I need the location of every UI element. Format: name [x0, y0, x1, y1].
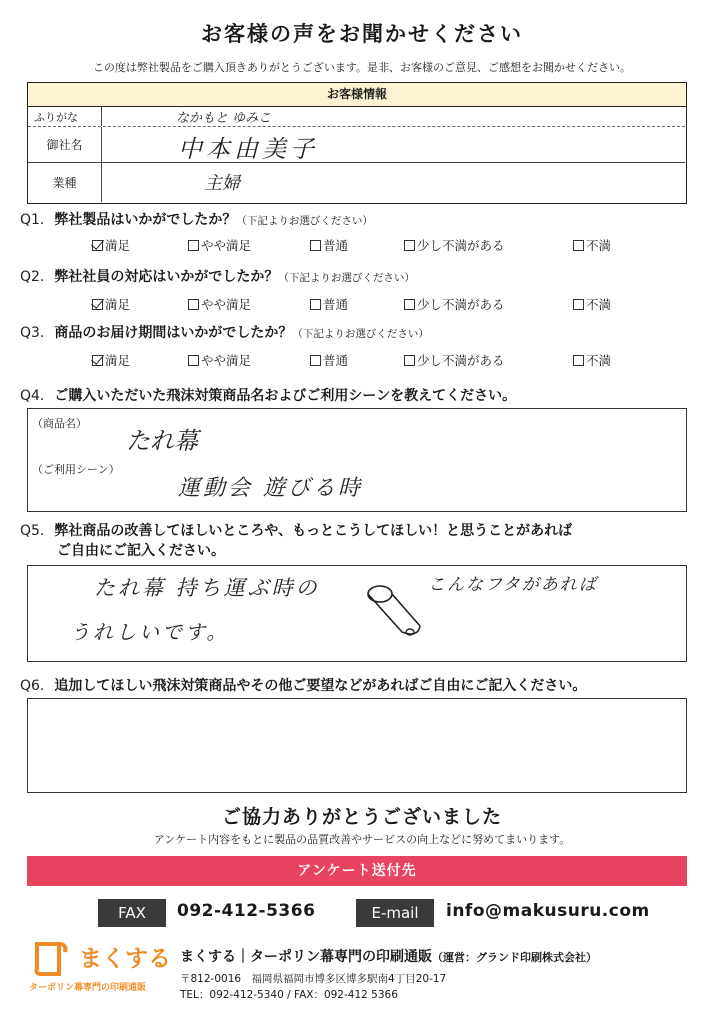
fax-number[interactable]: 092-412-5366	[177, 901, 316, 921]
rolled-cap-sketch-icon	[362, 580, 432, 644]
q2-options	[0, 295, 724, 313]
q2-number: Q2.	[20, 269, 45, 285]
q4-product-label: （商品名）	[32, 417, 87, 430]
company-value[interactable]: 中本由美子	[178, 135, 318, 163]
q6-number: Q6.	[20, 678, 45, 694]
q4-product-value: たれ幕	[126, 427, 198, 455]
logo-text: まくする	[79, 946, 171, 972]
option-label: 満足	[105, 297, 131, 312]
furigana-value[interactable]: なかもと ゆみこ	[176, 111, 272, 126]
option-label: 満足	[105, 353, 131, 368]
q3-option-somewhat-satisfied[interactable]	[188, 351, 251, 369]
option-label: 不満	[586, 238, 612, 253]
q2-note: （下記よりお選びください）	[278, 272, 415, 284]
q5-answer-line1: たれ幕 持ち運ぶ時の	[94, 576, 320, 600]
checkbox-icon	[573, 240, 584, 251]
company-name	[180, 946, 597, 966]
q3-note: （下記よりお選びください）	[292, 328, 429, 340]
industry-value[interactable]: 主婦	[204, 173, 240, 194]
email-address[interactable]: info@makusuru.com	[446, 901, 650, 921]
checkbox-icon	[404, 240, 415, 251]
checkbox-icon	[188, 299, 199, 310]
checkbox-icon	[404, 355, 415, 366]
email-tag: E-mail	[356, 899, 434, 927]
checkbox-icon	[310, 299, 321, 310]
q2-option-somewhat-satisfied[interactable]	[188, 295, 251, 313]
option-label: やや満足	[201, 238, 252, 253]
option-label: やや満足	[201, 297, 252, 312]
option-label: 不満	[586, 297, 612, 312]
page-title: お客様の声をお聞かせください	[201, 22, 523, 46]
q4-scene-value: 運動会 遊びる時	[178, 476, 363, 501]
option-label: 普通	[323, 297, 349, 312]
q6-text: 追加してほしい飛沫対策商品やその他ご要望などがあればご自由にご記入ください。	[54, 678, 587, 694]
q4-number: Q4.	[20, 388, 45, 404]
checkbox-icon	[404, 299, 415, 310]
q3-option-neutral[interactable]	[310, 351, 348, 369]
q2-option-somewhat-dissatisfied[interactable]	[404, 295, 505, 313]
company-name-line: まくする｜ターポリン幕専門の印刷通販	[180, 949, 432, 965]
fax-tag: FAX	[98, 899, 166, 927]
q5-answer-side: こんなフタがあれば	[428, 575, 598, 595]
q2-option-neutral[interactable]	[310, 295, 348, 313]
q3-option-somewhat-dissatisfied[interactable]	[404, 351, 505, 369]
company-row	[28, 127, 685, 163]
option-label: 少し不満がある	[417, 297, 505, 312]
q5-number: Q5.	[20, 523, 45, 539]
q1-option-somewhat-dissatisfied[interactable]	[404, 236, 505, 254]
company-logo	[27, 938, 175, 998]
option-label: やや満足	[201, 353, 252, 368]
q1-note: （下記よりお選びください）	[236, 215, 373, 227]
q1-number: Q1.	[20, 212, 45, 228]
q4-question	[20, 385, 516, 405]
q5-answer-box[interactable]	[27, 565, 687, 662]
send-to-banner: アンケート送付先	[27, 856, 687, 886]
checkbox-checked-icon	[92, 240, 103, 251]
checkbox-checked-icon	[92, 355, 103, 366]
q1-option-neutral[interactable]	[310, 236, 348, 254]
q2-option-dissatisfied[interactable]	[573, 295, 611, 313]
q3-number: Q3.	[20, 325, 45, 341]
q1-option-satisfied[interactable]	[92, 236, 130, 254]
q5-text-line1: 弊社商品の改善してほしいところや、もっとこうしてほしい！と思うことがあれば	[54, 523, 573, 539]
furigana-row	[28, 107, 685, 127]
q4-answer-box[interactable]	[27, 408, 687, 512]
q4-scene-label: （ご利用シーン）	[32, 463, 120, 476]
q2-question	[20, 266, 415, 286]
company-phone: TEL：092-412-5340 / FAX：092-412 5366	[180, 989, 398, 1001]
q1-text: 弊社製品はいかがでしたか？	[54, 212, 237, 228]
checkbox-icon	[573, 355, 584, 366]
customer-info-table	[27, 82, 687, 204]
customer-info-heading: お客様情報	[28, 83, 686, 107]
q1-options	[0, 236, 724, 254]
q6-question	[20, 675, 586, 695]
checkbox-icon	[310, 355, 321, 366]
checkbox-icon	[188, 355, 199, 366]
q4-text: ご購入いただいた飛沫対策商品名およびご利用シーンを教えてください。	[54, 388, 517, 404]
option-label: 満足	[105, 238, 131, 253]
option-label: 少し不満がある	[417, 353, 505, 368]
industry-label: 業種	[28, 163, 102, 202]
q3-options	[0, 351, 724, 369]
q3-option-dissatisfied[interactable]	[573, 351, 611, 369]
logo-subtext: ターポリン幕専門の印刷通販	[29, 983, 147, 993]
q1-option-dissatisfied[interactable]	[573, 236, 611, 254]
option-label: 不満	[586, 353, 612, 368]
option-label: 普通	[323, 353, 349, 368]
checkbox-checked-icon	[92, 299, 103, 310]
checkbox-icon	[310, 240, 321, 251]
option-label: 少し不満がある	[417, 238, 505, 253]
option-label: 普通	[323, 238, 349, 253]
q1-option-somewhat-satisfied[interactable]	[188, 236, 251, 254]
checkbox-icon	[573, 299, 584, 310]
q1-question	[20, 209, 373, 229]
q5-question	[20, 521, 572, 561]
thanks-title: ご協力ありがとうございました	[221, 806, 502, 828]
company-operator: （運営：グランド印刷株式会社）	[432, 951, 597, 964]
company-address: 〒812-0016 福岡県福岡市博多区博多駅南4丁目20-17	[180, 973, 447, 985]
furigana-label: ふりがな	[28, 107, 102, 126]
q2-option-satisfied[interactable]	[92, 295, 130, 313]
q3-question	[20, 322, 429, 342]
q5-answer-line2: うれしいです。	[70, 620, 230, 644]
checkbox-icon	[188, 240, 199, 251]
q5-text-line2: ご自由にご記入ください。	[57, 543, 225, 559]
q3-text: 商品のお届け期間はいかがでしたか？	[54, 325, 293, 341]
intro-text: この度は弊社製品をご購入頂きありがとうございます。是非、お客様のご意見、ご感想をお聞かせください。	[92, 61, 632, 74]
q6-answer-box[interactable]	[27, 698, 687, 793]
company-label: 御社名	[28, 127, 102, 162]
q3-option-satisfied[interactable]	[92, 351, 130, 369]
thanks-subtitle: アンケート内容をもとに製品の品質改善やサービスの向上などに努めてまいります。	[153, 833, 571, 846]
industry-row	[28, 163, 685, 202]
curled-banner-icon	[33, 940, 69, 980]
q2-text: 弊社社員の対応はいかがでしたか？	[54, 269, 279, 285]
